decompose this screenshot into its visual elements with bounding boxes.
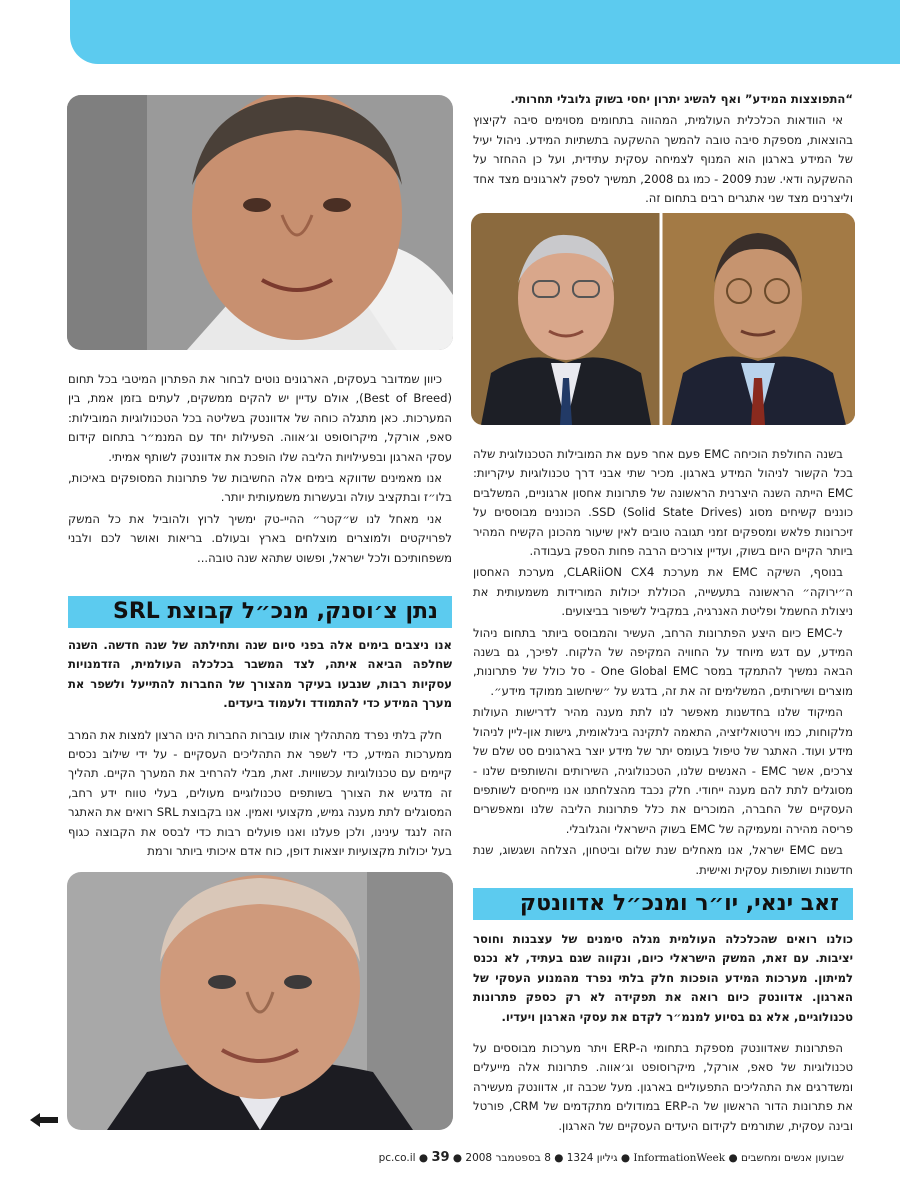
emc-executives-photo xyxy=(471,213,855,425)
advantech-heading-bar xyxy=(473,888,853,920)
header-accent-bar xyxy=(70,0,900,64)
footer-date: 8 בספטמבר 2008 xyxy=(465,1152,551,1164)
advantech-text xyxy=(473,930,853,1138)
advantech-body: הפתרונות שאדוונטק מספקת בתחומי ה-ERP ויתר מערכות מבוססים על טכנולוגיות של סאפ, אורקל, מיקרוסופט וג׳אווה. פתרונות אלה מייעלים ומשדרגים את התהליכים התפעוליים בארגון. מעל שכבה זו, אדוונטק מעשירה את פתרונות הדור הראשון של ה-ERP במודולים מתקדמים של CRM, פורטל ובינה עסקית, שתורמים לקידום היעדים העסקיים של הארגון. xyxy=(473,1041,853,1133)
footer-separator: ● xyxy=(418,1152,429,1164)
advantech-heading: זאב ינאי, יו״ר ומנכ״ל אדוונטק xyxy=(519,891,839,916)
advantech-continued-text xyxy=(68,370,452,570)
intro-lead: “התפוצצות המידע” ואף להשיג יתרון יחסי בשוק גלובלי תחרותי. xyxy=(510,92,853,106)
footer-brand: InformationWeek xyxy=(633,1152,726,1164)
emc-paragraph: בנוסף, השיקה EMC את מערכת CLARiiON CX4, מערכת האחסון ה״ירוקה״ הראשונה בתעשייה, הכוללת יכולות המורידות משמעותית את ניצולת החשמל ופליטת האנרגיה, במקביל לשיפור בביצועים. xyxy=(473,565,853,619)
advantech-lead: כולנו רואים שהכלכלה העולמית מגלה סימנים של עצבנות וחוסר יציבות. עם זאת, המשק הישראלי כיום, ונקווה שגם בעתיד, לא נכנס למיתון. מערכות המידע הופכות חלק בלתי נפרד מהמנוע העסקי של הארגון. אדוונטק כיום רואה את תפקידה לא רק כספק פתרונות טכנולוגיים, אלא גם בסיוע למנמ״ר לקדם את עסקי הארגון ויעדיו. xyxy=(473,932,853,1024)
emc-text xyxy=(473,445,853,882)
footer-separator: ● xyxy=(620,1152,631,1164)
srl-text xyxy=(68,636,452,863)
footer-separator: ● xyxy=(452,1152,463,1164)
srl-body: חלק בלתי נפרד מהתהליך אותו עוברות החברות הינו הרצון למצות את המרב ממערכות המידע, כדי לשפר את התהליכים העסקיים - על ידי שילוב נכסים קיימים עם טכנולוגיות עכשוויות. זאת, מבלי להרחיב את המערך הקיים. תהליך זה מדגיש את הצורך בשותפים טכנולוגיים מעולים, בעלי טווח ידע רחב, המסוגלים לתת מענה גמיש, מקצועי ואמין. אנו בקבוצת SRL רואים את האתגר הזה לנגד עינינו, ולכן פעלנו ואנו פועלים רבות כדי לבסס את הקבוצה כגוף בעל יכולות מקצועיות יוצאות דופן, כוח אדם איכותי ביותר ורמת xyxy=(67,727,452,859)
advantech-paragraph: אנו מאמינים שדווקא בימים אלה החשיבות של פתרונות המסופקים באיכות, בלו״ז ובתקציב עולה ובעשרות משמעותית יותר. xyxy=(68,471,452,505)
page-footer xyxy=(64,1150,844,1165)
srl-ceo-photo xyxy=(67,872,453,1130)
page-number: 39 xyxy=(431,1150,450,1165)
footer-separator: ● xyxy=(554,1152,564,1164)
footer-issue: גיליון 1324 xyxy=(566,1152,618,1164)
emc-paragraph: המיקוד שלנו בחדשנות מאפשר לנו לתת מענה מהיר לדרישות העולות מלקוחות, כמו וירטואליזציה, התאמה לתקינה בינלאומית, גישות און-ליין לניהול מידע ועוד. האתגר של טיפול בעומס יתר של מידע יוצר בארגונים סט שלם של צרכים, אשר EMC - האנשים שלנו, הטכנולוגיה, השירותים והשותפים שלנו - מסוגלים לתת להם מענה ייחודי. חלק נכבד מהצלחתנו אנו מייחסים לשותפים העסקיים של החברה, המוכרים את כלל פתרונות הליבה שלנו ומאפשרים פריסה מהירה ומעמיקה של EMC בשוק הישראלי והגלובלי. xyxy=(473,705,853,836)
advantech-paragraph: כיוון שמדובר בעסקים, הארגונים נוטים לבחור את הפתרון המיטבי בכל תחום (Best of Breed), אולם עדיין יש להקים ממשקים, לעתים בזמן אמת, בין המערכות. כאן מתגלה כוחה של אדוונטק בשליטה בכל הטכנולוגיות המובילות: סאפ, אורקל, מיקרוסופט וג׳אווה. הפעילות יחד עם המנמ״ר בתחום קידום עסקי הארגון ובפעילויות הליבה שלו הופכת את אדוונטק לשותף אמיתי. xyxy=(68,372,453,464)
double-arrow-left-icon xyxy=(30,1112,60,1126)
footer-separator: ● xyxy=(728,1152,738,1164)
emc-paragraph: בשם EMC ישראל, אנו מאחלים שנת שלום וביטחון, הצלחה ושגשוג, שנת חדשנות ושותפות עסקית ואישית. xyxy=(473,843,853,877)
footer-site: pc.co.il xyxy=(378,1152,416,1164)
emc-paragraph: ל-EMC כיום היצע הפתרונות הרחב, העשיר והמבוסס ביותר בתחום ניהול המידע, עם דגש מיוחד על החוויה המקיפה של הלקוח. לפיכך, גם בשנה הבאה נמשיך להתמקד במסר One Global EMC - סל כולל של פתרונות, מוצרים ושירותים, המשלימים זה את זה, בדגש על ״שיחשוב ממוקד מידע״. xyxy=(473,625,853,698)
intro-text xyxy=(473,90,853,210)
srl-heading-bar xyxy=(68,596,452,628)
footer-publication: שבועון אנשים ומחשבים xyxy=(741,1152,844,1164)
intro-body: אי הוודאות הכלכלית העולמית, המהווה בתחומים מסוימים סיבה לקיצוץ בהוצאות, מספקת סיבה טובה להמשך ההשקעה בתשתיות המידע. ניהול יעיל של המידע בארגון הוא המנוף לצמיחה עסקית עתידית, ועל כן ההחזר על ההשקעה ודאי. שנת 2009 - כמו גם 2008, תמשיך לספק לארגונים מצד אחד וליצרנים מצד שני אתגרים רבים בתחום זה. xyxy=(473,113,854,206)
advantech-paragraph: אני מאחל לנו ש״קטר״ ההיי-טק ימשיך לרוץ ולהוביל את כל המשק לפרויקטים ולמוצרים מוצלחים בארץ ובעולם. בריאות ואושר לכם ולבני משפחותיכם ולכל ישראל, ופשוט שתהא שנה טובה... xyxy=(68,511,452,565)
srl-lead: אנו ניצבים בימים אלה בפני סיום שנה ותחילתה של שנה חדשה. השנה שחלפה הביאה איתה, לצד המשבר בכלכלה העולמית, הזדמנויות עסקיות רבות, שנבעו בעיקר מהצורך של החברות להתייעל ולשפר את מערך המידע כדי להתמודד ולעמוד ביעדים. xyxy=(68,638,452,711)
advantech-ceo-photo xyxy=(67,95,453,350)
srl-heading: נתן צ׳וסנק, מנכ״ל קבוצת SRL xyxy=(113,599,438,624)
emc-paragraph: בשנה החולפת הוכיחה EMC פעם אחר פעם את המובילות הטכנולוגית שלה בכל הקשור לניהול המידע בארגון. מכיר שתי אבני דרך טכנולוגיות עיקריות: EMC הייתה השנה היצרנית הראשונה של פתרונות אחסון ארגוניים, המשלבים כוננים קשיחים מסוג SSD (Solid State Drives). הכוננים מבוססים על זיכרונות פלאש ומספקים זמני תגובה טובים לאין שיעור מהכונן הקשיח המהיר ביותר הקיים היום בשוק, ועדיין צורכים הרבה פחות הספק בעבודה. xyxy=(473,447,853,559)
